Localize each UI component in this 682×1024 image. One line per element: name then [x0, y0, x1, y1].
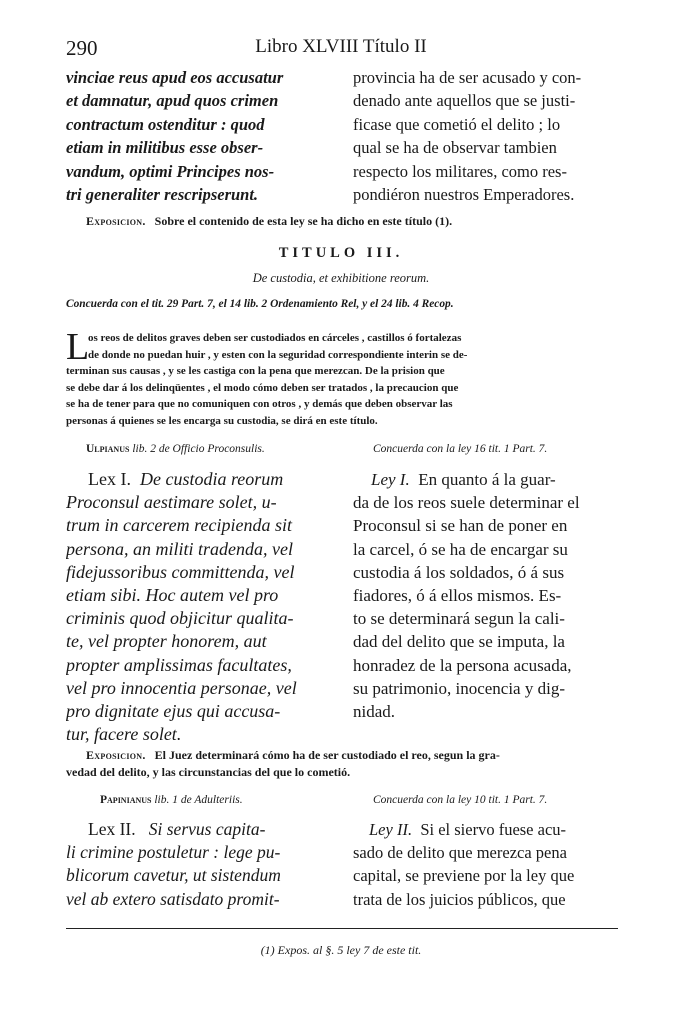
top-spanish-column: [353, 66, 615, 206]
source-author: Ulpianus: [86, 443, 130, 455]
latin-line: trum in carcerem recipienda sit: [66, 515, 292, 536]
latin-line: vel ab extero satisdato promit-: [66, 888, 280, 909]
spanish-line: respecto los militares, como res-: [353, 161, 567, 181]
latin-line: [66, 818, 346, 841]
page-number: 290: [66, 36, 98, 60]
footnote-rule: [66, 928, 618, 929]
exposicion-1: [86, 214, 452, 229]
exposicion-2-line2: vedad del delito, y las circunstancias del que lo cometió.: [66, 765, 351, 779]
latin-line: etiam sibi. Hoc autem vel pro: [66, 585, 279, 606]
intro-line: personas á quienes se les encarga su custodia, se dirá en este título.: [66, 414, 378, 427]
latin-line: propter amplissimas facultates,: [66, 654, 292, 675]
latin-line: [66, 468, 346, 491]
spanish-line: [353, 818, 617, 841]
exposicion-2: [86, 748, 500, 763]
intro-line: terminan sus causas , y se les castiga con la pena que merezcan. De la prision que: [66, 365, 445, 377]
lex-number: Lex II.: [88, 819, 136, 839]
ley-number: Ley II.: [369, 820, 413, 839]
latin-line: tri generaliter rescripserunt.: [66, 185, 259, 205]
spanish-line: denado ante aquellos que se justi-: [353, 91, 576, 111]
latin-line: vandum, optimi Principes nos-: [66, 161, 275, 181]
latin-line: criminis quod objicitur qualita-: [66, 608, 294, 629]
latin-line: fidejussoribus committenda, vel: [66, 561, 295, 582]
spanish-line: dad del delito que se imputa, la: [353, 632, 565, 652]
ley-first-line: Si el siervo fuese acu-: [420, 820, 567, 839]
intro-paragraph: [66, 326, 620, 429]
spanish-line: Proconsul si se han de poner en: [353, 516, 568, 536]
latin-line: te, vel propter honorem, aut: [66, 631, 267, 652]
titulo-heading: TITULO III.: [278, 245, 404, 261]
latin-line: tur, facere solet.: [66, 724, 182, 745]
latin-line: contractum ostenditur : quod: [66, 114, 265, 134]
ley-number: Ley I.: [371, 470, 410, 489]
running-title: Libro XLVIII Título II: [255, 36, 427, 57]
ley-first-line: En quanto á la guar-: [418, 470, 556, 489]
spanish-line: ficase que cometió el delito ; lo: [353, 114, 561, 134]
exposicion-text: Sobre el contenido de esta ley se ha dicho en este título (1).: [154, 214, 453, 228]
titulo-concordance: Concuerda con el tit. 29 Part. 7, el 14 lib. 2 Ordenamiento Rel, y el 24 lib. 4 Recop.: [66, 298, 454, 310]
exposicion-label: Exposicion.: [86, 214, 146, 228]
exposicion-text: El Juez determinará cómo ha de ser custodiado el reo, segun la gra-: [154, 748, 500, 762]
lex2-source: [100, 794, 243, 806]
lex-first-line: Si servus capita-: [148, 819, 266, 839]
spanish-line: capital, se previene por la ley que: [353, 866, 575, 886]
spanish-line: qual se ha de observar tambien: [353, 138, 557, 158]
intro-line: se debe dar á los delinqüentes , el modo cómo deben ser tratados , la precaucion que: [66, 381, 459, 394]
source-ref: lib. 1 de Adulteriis.: [154, 794, 243, 806]
spanish-line: honradez de la persona acusada,: [353, 655, 572, 675]
spanish-line: to se determinará segun la cali-: [353, 609, 565, 629]
lex1-latin-column: [66, 468, 346, 746]
lex-number: Lex I.: [88, 469, 131, 489]
source-author: Papinianus: [100, 794, 152, 806]
latin-line: etiam in militibus esse obser-: [66, 138, 264, 158]
spanish-line: da de los reos suele determinar el: [353, 493, 580, 513]
lex2-concordance: Concuerda con la ley 10 tit. 1 Part. 7.: [373, 794, 548, 806]
spanish-line: la carcel, ó se ha de encargar su: [353, 539, 568, 559]
spanish-line: [353, 468, 617, 491]
lex2-spanish-column: [353, 818, 617, 911]
latin-line: li crimine postuletur : lege pu-: [66, 842, 281, 863]
lex1-concordance: Concuerda con la ley 16 tit. 1 Part. 7.: [373, 443, 548, 455]
lex1-spanish-column: [353, 468, 617, 723]
intro-line: se ha de tener para que no comuniquen con otros , y demás que deben observar las: [66, 398, 453, 410]
spanish-line: nidad.: [353, 702, 396, 722]
spanish-line: custodia á los soldados, ó á sus: [353, 562, 565, 582]
spanish-line: pondiéron nuestros Emperadores.: [353, 185, 575, 205]
spanish-line: provincia ha de ser acusado y con-: [353, 68, 582, 87]
top-latin-column: [66, 66, 344, 206]
lex-first-line: De custodia reorum: [139, 469, 284, 489]
titulo-subtitle: De custodia, et exhibitione reorum.: [252, 271, 430, 285]
latin-line: vinciae reus apud eos accusatur: [66, 68, 284, 87]
latin-line: et damnatur, apud quos crimen: [66, 91, 279, 111]
spanish-line: fiadores, ó á ellos mismos. Es-: [353, 586, 562, 606]
lex2-latin-column: [66, 818, 346, 911]
intro-line: os reos de delitos graves deben ser custodiados en cárceles , castillos ó fortalezas: [88, 332, 462, 344]
spanish-line: sado de delito que merezca pena: [353, 843, 567, 863]
exposicion-label: Exposicion.: [86, 748, 146, 762]
source-ref: lib. 2 de Officio Proconsulis.: [132, 443, 265, 455]
drop-cap: L: [66, 326, 90, 368]
footnote: (1) Expos. al §. 5 ley 7 de este tit.: [260, 943, 422, 957]
latin-line: vel pro innocentia personae, vel: [66, 677, 297, 698]
latin-line: blicorum cavetur, ut sistendum: [66, 865, 281, 886]
spanish-line: trata de los juicios públicos, que: [353, 889, 566, 909]
latin-line: persona, an militi tradenda, vel: [66, 538, 293, 559]
latin-line: Proconsul aestimare solet, u-: [66, 492, 277, 513]
lex1-source: [86, 443, 265, 455]
spanish-line: su patrimonio, inocencia y dig-: [353, 678, 565, 698]
intro-line: de donde no puedan huir , y esten con la seguridad correspondiente interin se de-: [88, 348, 468, 361]
latin-line: pro dignitate ejus qui accusa-: [66, 701, 281, 722]
